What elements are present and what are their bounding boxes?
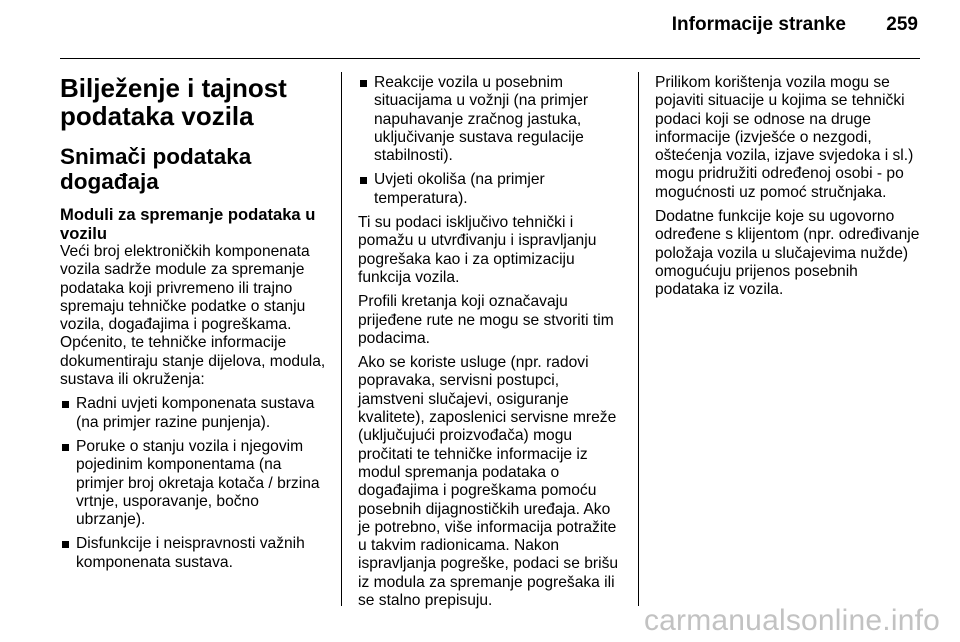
list-item: Uvjeti okoliša (na primjer temperatura). xyxy=(358,171,624,208)
column-2 xyxy=(358,74,624,616)
list-item: Poruke o stanju vozila i njegovim pojedinim komponentama (na primjer broj okretaja kotača / brzina vrtnje, usporavanje, bočno ubrzanje). xyxy=(60,438,328,529)
subsection-heading: Moduli za spremanje podataka u vozilu xyxy=(60,205,316,243)
bullet-list-1 xyxy=(60,395,328,572)
page-number: 259 xyxy=(886,14,918,35)
section-title: Bilježenje i tajnost podataka vozila xyxy=(60,73,287,131)
list-item: Reakcije vozila u posebnim situacijama u vožnji (na primjer napuhavanje zračnog jastuka, uključivanje sustava regulacije stabilnosti). xyxy=(358,74,624,165)
paragraph: Profili kretanja koji označavaju prijeđene rute ne mogu se stvoriti tim podacima. xyxy=(358,293,614,347)
column-3 xyxy=(655,74,925,306)
paragraph: Prilikom korištenja vozila mogu se pojaviti situacije u kojima se tehnički podaci koji se odnose na druge informacije (izvješće o nezgodi, oštećenja vozila, izjave svjedoka i sl.) mogu pridružiti određenoj osobi - po mogućnosti uz pomoć stručnjaka. xyxy=(655,74,914,201)
watermark: carmanualsonline.info xyxy=(643,604,940,637)
paragraph: Ti su podaci isključivo tehnički i pomažu u utvrđivanju i ispravljanju pogrešaka kao i za optimizaciju funkcija vozila. xyxy=(358,214,597,286)
header-title: Informacije stranke xyxy=(671,14,846,35)
section-subtitle: Snimači podataka događaja xyxy=(60,144,252,194)
column-divider-1 xyxy=(341,72,342,606)
paragraph: Dodatne funkcije koje su ugovorno određene s klijentom (npr. određivanje položaja vozila u slučajevima nužde) omogućuju prijenos posebnih podataka iz vozila. xyxy=(655,208,920,299)
bullet-list-2 xyxy=(358,74,624,208)
column-divider-2 xyxy=(638,72,639,606)
intro-paragraph: Veći broj elektroničkih komponenata vozila sadrže module za spremanje podataka koji privremeno ili trajno spremaju tehničke podatke o stanju vozila, događajima i pogreškama. Općenito, te tehničke informacije dokumentiraju stanje dijelova, modula, sustava ili okruženja: xyxy=(60,243,326,389)
running-header xyxy=(0,14,918,36)
paragraph: Ako se koriste usluge (npr. radovi popravaka, servisni postupci, jamstveni slučajevi, osiguranje kvalitete), zaposlenici servisne mreže (uključujući proizvođača) mogu pročitati te tehničke informacije iz modul spremanja podataka o događajima i pogreškama pomoću posebnih dijagnostičkih uređaja. Ako je potrebno, više informacija potražite u takvim radionicama. Nakon ispravljanja pogreške, podaci se brišu iz modula za spremanje pogrešaka ili se stalno prepisuju. xyxy=(358,354,619,610)
column-1 xyxy=(60,74,328,578)
list-item: Radni uvjeti komponenata sustava (na primjer razine punjenja). xyxy=(60,395,328,432)
header-rule xyxy=(60,58,920,59)
list-item: Disfunkcije i neispravnosti važnih komponenata sustava. xyxy=(60,535,328,572)
